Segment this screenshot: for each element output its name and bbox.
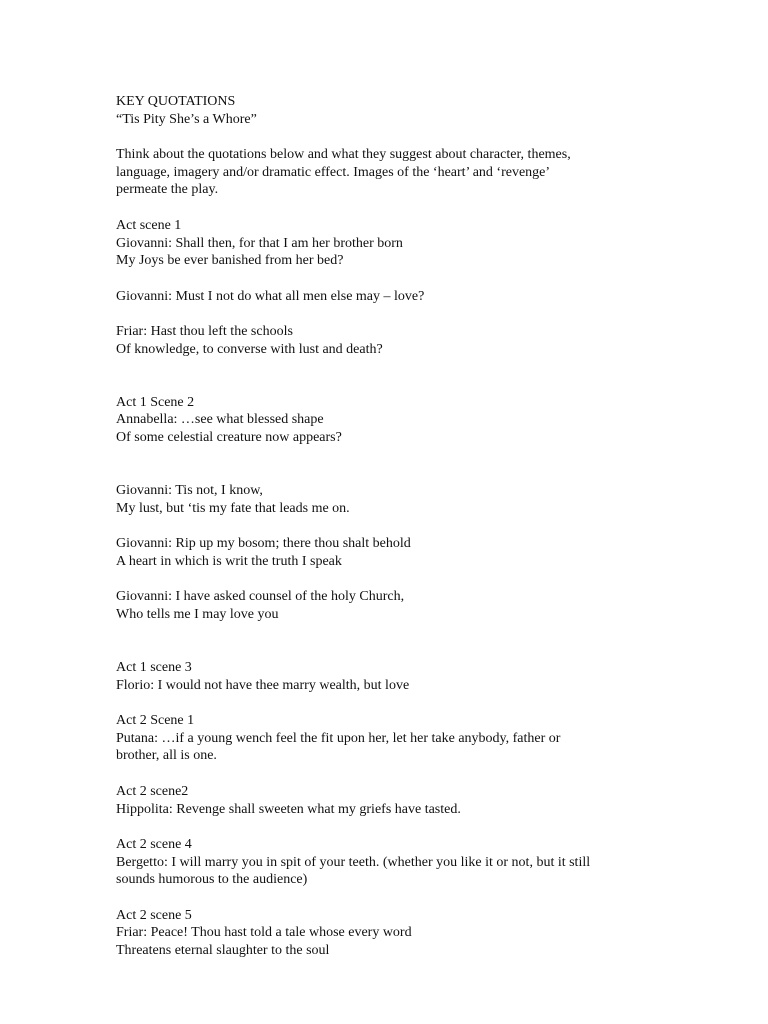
spacer — [116, 889, 676, 907]
spacer — [116, 305, 676, 323]
spacer — [116, 128, 676, 146]
quote-line: Florio: I would not have thee marry wealth, but love — [116, 677, 410, 693]
quote-line: Giovanni: I have asked counsel of the holy Church, — [116, 589, 405, 605]
spacer — [116, 765, 676, 783]
quote-line: Giovanni: Rip up my bosom; there thou shalt behold — [116, 536, 411, 552]
spacer — [116, 624, 676, 659]
document-title: KEY QUOTATIONS — [116, 94, 236, 109]
document-page — [116, 93, 676, 960]
quote-line: My Joys be ever banished from her bed? — [116, 253, 344, 269]
spacer — [116, 447, 676, 482]
spacer — [116, 270, 676, 288]
quote-line: Threatens eternal slaughter to the soul — [116, 943, 330, 959]
spacer — [116, 199, 676, 217]
section-label: Act 1 Scene 2 — [116, 394, 195, 410]
spacer — [116, 358, 676, 393]
intro-line: Think about the quotations below and what they suggest about character, themes, — [116, 147, 571, 163]
quote-line: Of some celestial creature now appears? — [116, 430, 342, 446]
quote-line: My lust, but ‘tis my fate that leads me on. — [116, 500, 350, 516]
spacer — [116, 694, 676, 712]
section-label: Act 2 scene2 — [116, 783, 189, 799]
section-label: Act 2 Scene 1 — [116, 713, 195, 729]
quote-line: Friar: Peace! Thou hast told a tale whose every word — [116, 925, 412, 941]
section-label: Act 1 scene 3 — [116, 660, 192, 676]
quote-line: Who tells me I may love you — [116, 606, 279, 622]
quote-line: Bergetto: I will marry you in spit of your teeth. (whether you like it or not, but it still — [116, 854, 591, 870]
quote-line: Giovanni: Shall then, for that I am her brother born — [116, 235, 403, 251]
spacer — [116, 818, 676, 836]
quote-line: sounds humorous to the audience) — [116, 872, 308, 888]
section-label: Act 2 scene 5 — [116, 907, 192, 923]
quote-line: Annabella: …see what blessed shape — [116, 412, 324, 428]
intro-line: language, imagery and/or dramatic effect. Images of the ‘heart’ and ‘revenge’ — [116, 164, 551, 180]
section-label: Act 2 scene 4 — [116, 836, 192, 852]
quote-line: Giovanni: Must I not do what all men else may – love? — [116, 288, 425, 304]
quote-line: Putana: …if a young wench feel the fit upon her, let her take anybody, father or — [116, 730, 561, 746]
spacer — [116, 571, 676, 589]
quote-line: Of knowledge, to converse with lust and death? — [116, 341, 383, 357]
quote-line: Friar: Hast thou left the schools — [116, 323, 293, 339]
quote-line: A heart in which is writ the truth I speak — [116, 553, 342, 569]
quote-line: brother, all is one. — [116, 748, 217, 764]
spacer — [116, 518, 676, 536]
intro-line: permeate the play. — [116, 182, 219, 198]
document-subtitle: “Tis Pity She’s a Whore” — [116, 111, 257, 127]
quote-line: Hippolita: Revenge shall sweeten what my griefs have tasted. — [116, 801, 461, 817]
section-label: Act scene 1 — [116, 217, 182, 233]
quote-line: Giovanni: Tis not, I know, — [116, 483, 263, 499]
